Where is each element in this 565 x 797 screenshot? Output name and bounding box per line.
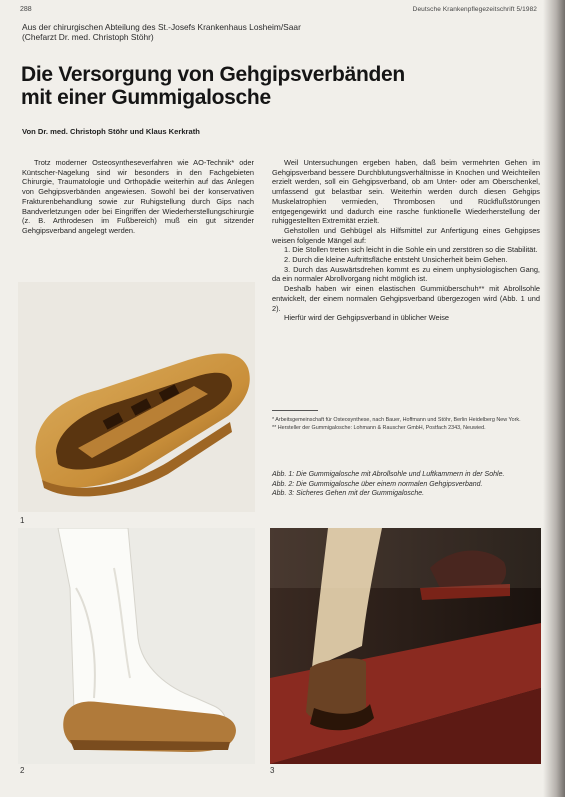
list-item: 2. Durch die kleine Auftrittsfläche entsteht Unsicherheit beim Gehen. bbox=[284, 255, 508, 265]
page-binding-shadow bbox=[543, 0, 565, 797]
footnote: ** Hersteller der Gummigalosche: Lohmann & Rauscher GmbH, Postfach 2343, Neuwied. bbox=[272, 425, 486, 431]
list-item: 1. Die Stollen treten sich leicht in die Sohle ein und zerstören so die Stabilität. bbox=[284, 245, 538, 255]
paragraph: Hierfür wird der Gehgipsverband in üblicher Weise bbox=[284, 313, 449, 323]
footnote: * Arbeitsgemeinschaft für Osteosynthese, nach Bauer, Hoffmann und Stöhr, Berlin Heidelberg New York. bbox=[272, 417, 521, 423]
caption: Abb. 1: Die Gummigalosche mit Abrollsohle und Luftkammern in der Sohle. bbox=[272, 471, 505, 478]
caption: Abb. 2: Die Gummigalosche über einem normalen Gehgipsverband. bbox=[272, 480, 483, 488]
figure-number: 2 bbox=[20, 766, 25, 775]
authors: Von Dr. med. Christoph Stöhr und Klaus Kerkrath bbox=[22, 127, 200, 136]
caption: Abb. 3: Sicheres Gehen mit der Gummigalosche. bbox=[272, 490, 425, 497]
figure-number: 1 bbox=[20, 516, 25, 525]
journal-header: Deutsche Krankenpflegezeitschrift 5/1982 bbox=[412, 6, 537, 13]
paragraph: Gehstollen und Gehbügel als Hilfsmittel zur Anfertigung eines Gehgipses weisen folgende Mängel auf: bbox=[272, 225, 540, 245]
footnote-rule bbox=[272, 410, 318, 411]
title-line: Die Versorgung von Gehgipsverbänden bbox=[21, 63, 405, 86]
paragraph: Deshalb haben wir einen elastischen Gummiüberschuh** mit Abrollsohle entwickelt, der einem normalen Gehgipsverband übergezogen wird (Abb. 1 und 2). bbox=[272, 284, 540, 313]
figure-cast-with-galosh-photo bbox=[18, 528, 255, 764]
cast-illustration bbox=[18, 528, 255, 764]
article-title bbox=[21, 63, 461, 109]
page-number: 288 bbox=[20, 6, 32, 13]
institution-line: Aus der chirurgischen Abteilung des St.-Josefs Krankenhaus Losheim/Saar bbox=[22, 22, 301, 32]
figure-walking-photo bbox=[270, 528, 541, 764]
paragraph: Weil Untersuchungen ergeben haben, daß beim vermehrten Gehen im Gehgipsverband bessere Durchblutungsverhältnisse in Knochen und Weichteilen erzielt werden, soll ein Gehgipsverband, ob am Unter- oder am Oberschenkel, umfassend gut belastbar sein. Weiterhin werden durch diesen Gehgips Muskelatrophien vermieden, Thrombosen und Rückflußstörungen entgegengewirkt und dadurch eine rasche funktionelle Wiederherstellung der ruhiggestellten Extremität erzielt. bbox=[272, 158, 540, 226]
institution-line: (Chefarzt Dr. med. Christoph Stöhr) bbox=[22, 32, 154, 42]
body-column-2 bbox=[272, 158, 540, 323]
walking-illustration bbox=[270, 528, 541, 764]
paragraph: Trotz moderner Osteosyntheseverfahren wie AO-Technik* oder Küntscher-Nagelung sind wir besonders in den Fachgebieten Chirurgie, Traumatologie und Orthopädie weiterhin auf das Anlegen von Gehgipsverbänden angewiesen. Sowohl bei der konservativen Frakturenbehandlung sowie zur Ruhigstellung durch Gips nach Bandverletzungen oder bei Eingriffen der Wiederherstellungschirurgie (z. B. Arthrodesen im Fußbereich) muß ein gut sitzender Gehgipsverband angelegt werden. bbox=[22, 158, 254, 235]
figure-captions bbox=[272, 470, 540, 499]
institution bbox=[22, 22, 362, 42]
figure-number: 3 bbox=[270, 766, 275, 775]
figure-galosh-photo bbox=[18, 282, 255, 512]
list-item: 3. Durch das Auswärtsdrehen kommt es zu einem unphysiologischen Gang, da ein normaler Abrollvorgang nicht möglich ist. bbox=[272, 264, 540, 284]
galosh-illustration bbox=[18, 282, 255, 512]
footnotes bbox=[272, 417, 540, 433]
body-column-1 bbox=[22, 158, 254, 236]
title-line: mit einer Gummigalosche bbox=[21, 86, 271, 109]
